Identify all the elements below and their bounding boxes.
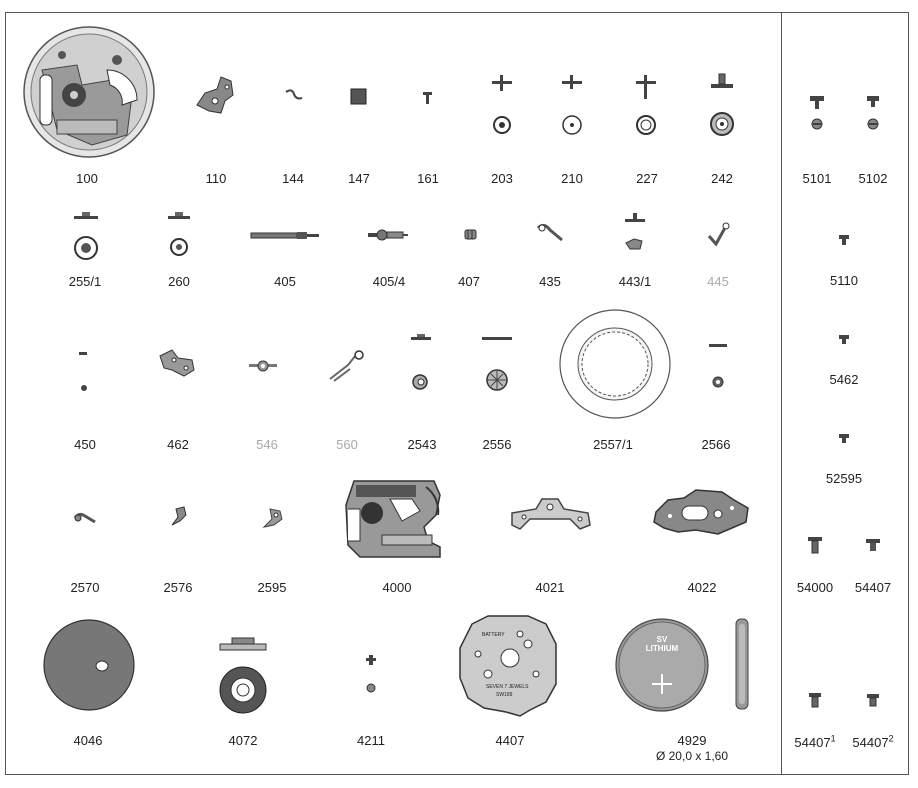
spring-icon xyxy=(328,349,366,383)
lever-icon xyxy=(260,505,286,531)
part-number-4929: 4929 xyxy=(677,733,707,748)
wheel-icon xyxy=(166,210,192,262)
lever-icon xyxy=(158,346,198,380)
part-number-100: 100 xyxy=(76,171,98,186)
disc-icon xyxy=(42,618,136,712)
ring-gear-icon xyxy=(557,308,673,420)
part-number-52595: 52595 xyxy=(825,471,863,486)
part-number-5102: 5102 xyxy=(858,171,888,186)
part-number-54407-1: 54407$^1$ xyxy=(794,733,836,750)
part-number-4046: 4046 xyxy=(73,733,103,748)
part-number-546: 546 xyxy=(256,437,278,452)
movement-icon xyxy=(22,25,156,159)
lever-icon xyxy=(706,222,730,248)
yoke-icon xyxy=(622,211,648,253)
battery-label-lithium: LITHIUM xyxy=(645,644,679,653)
stem-icon xyxy=(251,230,319,242)
screw-icon xyxy=(808,692,822,710)
wheel-icon xyxy=(481,333,513,393)
part-number-2566: 2566 xyxy=(701,437,731,452)
wheel-icon xyxy=(408,333,434,393)
screw-icon xyxy=(864,94,882,132)
square-block-icon xyxy=(351,89,367,105)
bridge-icon xyxy=(510,495,592,535)
part-dimension-4929: Ø 20,0 x 1,60 xyxy=(655,749,729,763)
part-number-2557-1: 2557/1 xyxy=(593,437,633,452)
wheel-icon xyxy=(707,72,737,136)
svg-text:BATTERY: BATTERY xyxy=(482,632,505,638)
part-number-2543: 2543 xyxy=(407,437,437,452)
screw-icon xyxy=(423,92,433,106)
wheel-icon xyxy=(558,73,586,135)
battery-label-sv: SV xyxy=(656,635,668,644)
part-number-210: 210 xyxy=(561,171,583,186)
svg-text:SW189: SW189 xyxy=(496,692,513,698)
part-number-227: 227 xyxy=(636,171,658,186)
part-number-4211: 4211 xyxy=(357,733,385,748)
part-number-450: 450 xyxy=(74,437,96,452)
spring-icon xyxy=(73,510,97,526)
wheel-icon xyxy=(632,73,660,135)
screw-icon xyxy=(808,94,826,132)
part-number-255-1: 255/1 xyxy=(68,274,102,289)
circuit-block-icon xyxy=(340,475,446,561)
part-number-443-1: 443/1 xyxy=(618,274,652,289)
part-number-110: 110 xyxy=(205,171,227,186)
part-number-462: 462 xyxy=(167,437,189,452)
part-number-54407-2: 54407$^2$ xyxy=(852,733,894,750)
part-number-2576: 2576 xyxy=(163,580,193,595)
spring-icon xyxy=(284,88,304,104)
main-plate-icon xyxy=(458,614,558,718)
part-number-445: 445 xyxy=(707,274,729,289)
part-number-2556: 2556 xyxy=(482,437,512,452)
part-number-4021: 4021 xyxy=(535,580,565,595)
part-number-560: 560 xyxy=(336,437,358,452)
part-number-260: 260 xyxy=(168,274,190,289)
wheel-icon xyxy=(72,210,100,262)
part-number-5101: 5101 xyxy=(802,171,832,186)
screw-icon xyxy=(838,234,850,246)
column-divider xyxy=(781,12,782,775)
part-number-5110: 5110 xyxy=(830,273,858,288)
pinion-icon xyxy=(364,654,378,694)
part-number-435: 435 xyxy=(539,274,561,289)
part-number-2595: 2595 xyxy=(257,580,287,595)
part-number-161: 161 xyxy=(417,171,439,186)
bridge-plate-icon xyxy=(652,488,752,538)
lever-icon xyxy=(195,75,239,115)
screw-icon xyxy=(865,538,881,552)
part-number-4022: 4022 xyxy=(687,580,717,595)
part-number-144: 144 xyxy=(282,171,304,186)
lever-icon xyxy=(168,505,190,529)
lever-icon xyxy=(248,358,278,374)
part-number-242: 242 xyxy=(711,171,733,186)
part-number-54407: 54407 xyxy=(854,580,892,595)
pinion-icon xyxy=(78,350,90,394)
pinion-icon xyxy=(464,229,478,241)
part-number-5462: 5462 xyxy=(829,372,859,387)
screw-icon xyxy=(807,536,823,556)
part-number-4000: 4000 xyxy=(382,580,412,595)
battery-icon xyxy=(614,616,752,714)
part-number-4407: 4407 xyxy=(495,733,525,748)
wheel-icon xyxy=(708,341,728,389)
part-number-4072: 4072 xyxy=(228,733,258,748)
spring-lever-icon xyxy=(536,222,566,244)
screw-icon xyxy=(838,334,850,346)
wheel-icon xyxy=(488,73,516,135)
part-number-405-4: 405/4 xyxy=(372,274,406,289)
svg-text:SEVEN 7 JEWELS: SEVEN 7 JEWELS xyxy=(486,684,529,690)
part-number-2570: 2570 xyxy=(70,580,100,595)
part-number-407: 407 xyxy=(458,274,480,289)
part-number-405: 405 xyxy=(274,274,296,289)
stem-icon xyxy=(368,228,408,242)
screw-icon xyxy=(866,693,880,709)
screw-icon xyxy=(838,433,850,445)
part-number-147: 147 xyxy=(348,171,370,186)
rotor-icon xyxy=(218,632,268,716)
part-number-203: 203 xyxy=(491,171,513,186)
part-number-54000: 54000 xyxy=(796,580,834,595)
